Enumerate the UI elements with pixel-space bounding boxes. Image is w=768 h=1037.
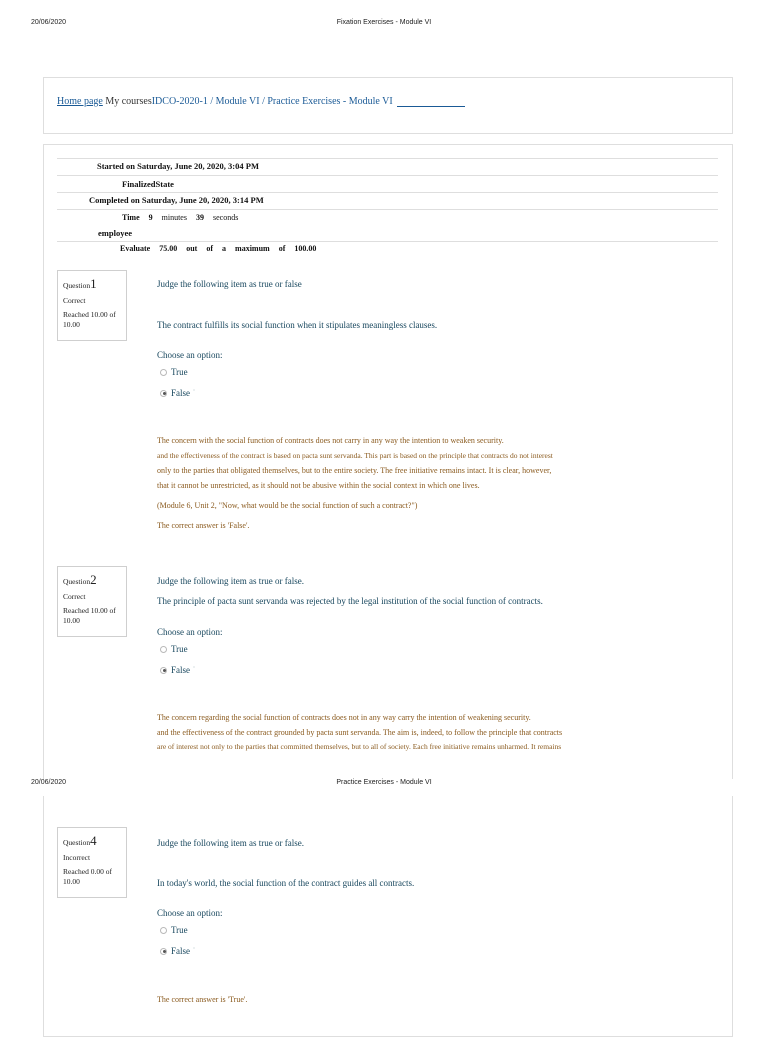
question-number: 2 xyxy=(90,572,97,587)
check-mark-icon: ˈ xyxy=(193,948,195,954)
question-state: Correct xyxy=(63,296,86,305)
summary-evaluate-word: of xyxy=(206,244,214,253)
summary-evaluate-word: a xyxy=(222,244,227,253)
correct-answer: The correct answer is 'False'. xyxy=(157,521,250,530)
check-mark-icon: ˈ xyxy=(193,390,195,396)
radio-button[interactable] xyxy=(160,369,167,376)
quiz-review-panel-continued xyxy=(43,796,733,1037)
summary-evaluate-word: Evaluate xyxy=(120,244,151,253)
summary-time-word: seconds xyxy=(212,213,239,222)
summary-time-word: 9 xyxy=(148,213,153,222)
correct-answer: The correct answer is 'True'. xyxy=(157,995,248,1004)
breadcrumb-my-courses[interactable]: My courses xyxy=(105,96,152,107)
feedback-line: are of interest not only to the parties that committed themselves, but to all of society. Each free initiative remains unharmed. It remains xyxy=(157,742,562,751)
breadcrumb-home-link[interactable]: Home page xyxy=(57,96,103,107)
summary-divider xyxy=(57,209,718,210)
summary-employee: employee xyxy=(98,228,132,238)
breadcrumb xyxy=(57,96,465,107)
summary-divider xyxy=(57,175,718,176)
choose-option-label: Choose an option: xyxy=(157,908,223,918)
breadcrumb-separator: / xyxy=(259,96,268,107)
option-false[interactable] xyxy=(160,946,195,956)
print-title: Fixation Exercises - Module VI xyxy=(336,19,432,26)
summary-completed: Completed on Saturday, June 20, 2020, 3:14 PM xyxy=(89,195,264,205)
summary-time-word: Time xyxy=(122,213,140,222)
question-label: Question xyxy=(63,577,91,586)
breadcrumb-underline xyxy=(397,97,465,107)
summary-evaluate-word: of xyxy=(278,244,286,253)
option-label: True xyxy=(171,367,188,377)
option-true[interactable] xyxy=(160,925,188,935)
feedback-line: The concern with the social function of contracts does not carry in any way the intention to weaken security. xyxy=(157,436,504,445)
question-grade: Reached 10.00 of 10.00 xyxy=(63,606,116,626)
check-mark-icon: ˈ xyxy=(193,667,195,673)
option-label: True xyxy=(171,925,188,935)
feedback-line: and the effectiveness of the contract is based on pacta sunt servanda. This part is based on the principle that contracts do not interest xyxy=(157,451,553,460)
option-true[interactable] xyxy=(160,644,188,654)
breadcrumb-exercises-link[interactable]: Practice Exercises - Module VI xyxy=(267,96,393,107)
radio-button-selected[interactable] xyxy=(160,390,167,397)
question-number: 4 xyxy=(90,833,97,848)
print-header-page2 xyxy=(0,779,768,793)
question-info-box xyxy=(57,827,127,898)
print-date: 20/06/2020 xyxy=(31,19,67,26)
feedback-line: only to the parties that obligated themselves, but to the entire society. The free initiative remains intact. It is clear, however, xyxy=(157,466,552,475)
option-label: False xyxy=(171,665,190,675)
feedback-line: and the effectiveness of the contract grounded by pacta sunt servanda. The aim is, indeed, to follow the principle that contracts xyxy=(157,728,563,737)
question-prompt: Judge the following item as true or false. xyxy=(157,838,304,848)
option-false[interactable] xyxy=(160,665,195,675)
breadcrumb-module-link[interactable]: Module VI xyxy=(215,96,260,107)
breadcrumb-separator: / xyxy=(207,96,216,107)
print-date: 20/06/2020 xyxy=(31,779,67,786)
option-label: False xyxy=(171,388,190,398)
option-label: False xyxy=(171,946,190,956)
summary-time xyxy=(122,213,247,222)
summary-divider xyxy=(57,241,718,242)
radio-button-selected[interactable] xyxy=(160,667,167,674)
question-state: Correct xyxy=(63,592,86,601)
summary-evaluate-word: 75.00 xyxy=(159,244,178,253)
summary-divider xyxy=(57,158,718,159)
summary-state: FinalizedState xyxy=(122,179,174,189)
print-title: Practice Exercises - Module VI xyxy=(336,779,432,786)
question-label: Question xyxy=(63,281,91,290)
question-statement: In today's world, the social function of the contract guides all contracts. xyxy=(157,878,415,888)
question-prompt: Judge the following item as true or false xyxy=(157,279,302,289)
choose-option-label: Choose an option: xyxy=(157,627,223,637)
breadcrumb-course-link[interactable]: IDCO-2020-1 xyxy=(151,96,208,107)
radio-button-selected[interactable] xyxy=(160,948,167,955)
option-false[interactable] xyxy=(160,388,195,398)
summary-divider xyxy=(57,192,718,193)
question-prompt: Judge the following item as true or false. xyxy=(157,576,304,586)
question-number: 1 xyxy=(90,276,97,291)
question-state: Incorrect xyxy=(63,853,91,862)
question-label: Question xyxy=(63,838,91,847)
feedback-line: The concern regarding the social function of contracts does not in any way carry the intention of weakening security. xyxy=(157,713,531,722)
option-true[interactable] xyxy=(160,367,188,377)
feedback-reference: (Module 6, Unit 2, "Now, what would be the social function of such a contract?") xyxy=(157,501,418,510)
question-grade: Reached 0.00 of 10.00 xyxy=(63,867,112,887)
question-info-box xyxy=(57,270,127,341)
summary-evaluate-word: 100.00 xyxy=(294,244,317,253)
question-statement: The principle of pacta sunt servanda was rejected by the legal institution of the social function of contracts. xyxy=(157,596,543,606)
print-header-page1 xyxy=(0,19,768,33)
feedback-line: that it cannot be unrestricted, as it should not be abusive within the social context in which one lives. xyxy=(157,481,480,490)
summary-evaluate xyxy=(120,244,325,253)
summary-evaluate-word: maximum xyxy=(235,244,270,253)
summary-evaluate-word: out xyxy=(186,244,198,253)
question-statement: The contract fulfills its social function when it stipulates meaningless clauses. xyxy=(157,320,438,330)
choose-option-label: Choose an option: xyxy=(157,350,223,360)
option-label: True xyxy=(171,644,188,654)
question-grade: Reached 10.00 of 10.00 xyxy=(63,310,116,330)
summary-started: Started on Saturday, June 20, 2020, 3:04 PM xyxy=(97,161,259,171)
question-info-box xyxy=(57,566,127,637)
summary-time-word: 39 xyxy=(195,213,204,222)
summary-time-word: minutes xyxy=(161,213,187,222)
radio-button[interactable] xyxy=(160,646,167,653)
radio-button[interactable] xyxy=(160,927,167,934)
